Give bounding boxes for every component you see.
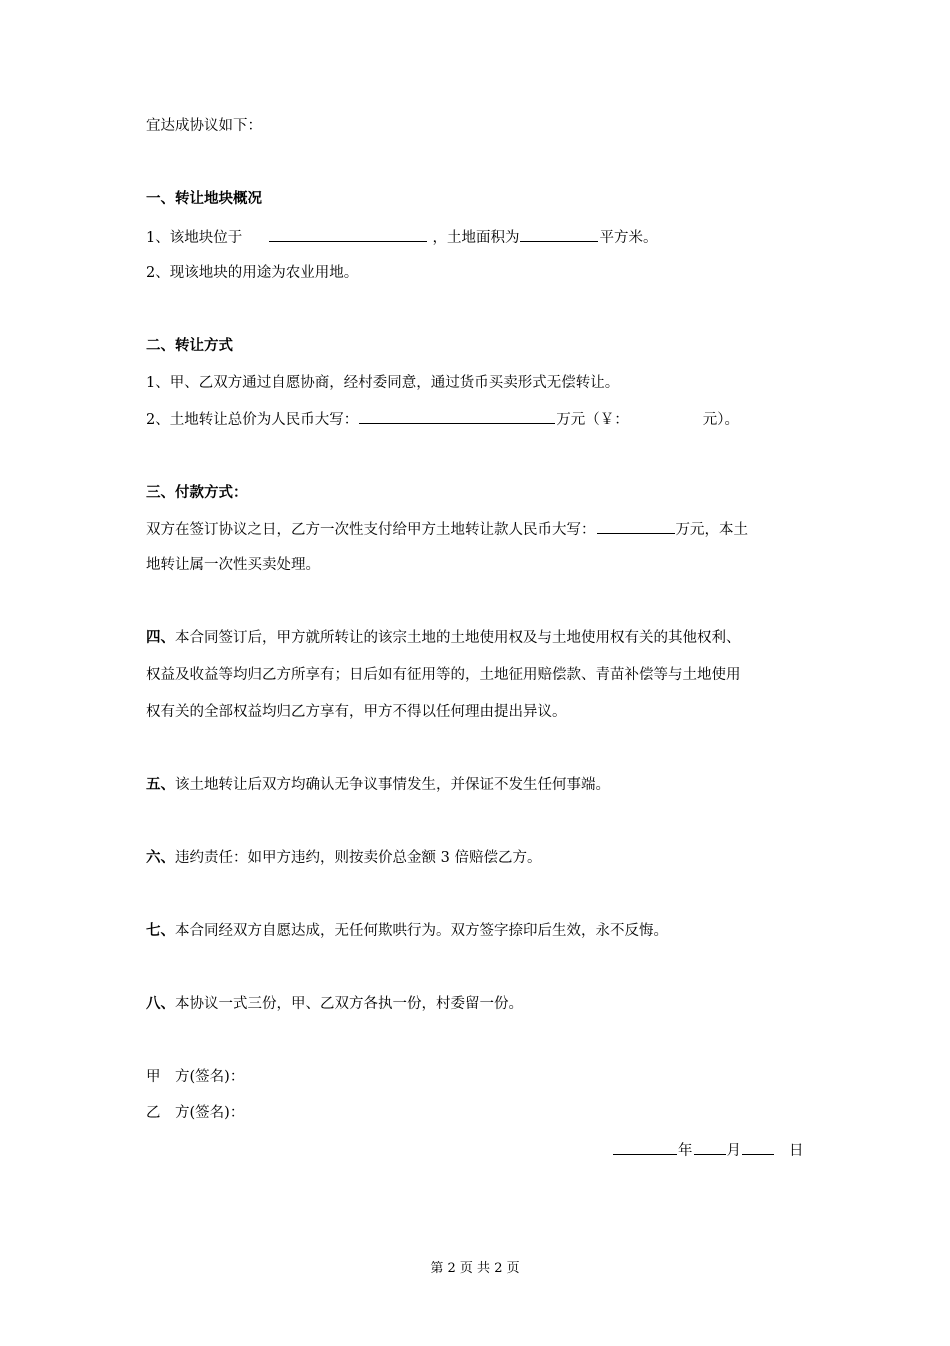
section1-item1-suffix: 平方米。 <box>599 230 658 246</box>
section3-heading: 三、付款方式： <box>146 484 248 501</box>
section8-number: 八、 <box>146 995 175 1012</box>
section3-line1-prefix: 双方在签订协议之日，乙方一次性支付给甲方土地转让款人民币大写： <box>146 522 596 538</box>
section6-number: 六、 <box>146 849 175 866</box>
section1-item1-prefix: 1、该地块位于 <box>146 230 243 246</box>
section8-text: 本协议一式三份，甲、乙双方各执一份，村委留一份。 <box>175 996 523 1012</box>
price-words-blank <box>359 409 555 424</box>
section3-line2: 地转让属一次性买卖处理。 <box>146 557 320 573</box>
section2-item2 <box>146 409 739 430</box>
section4-line2: 权益及收益等均归乙方所享有；日后如有征用等的，土地征用赔偿款、青苗补偿等与土地使用 <box>146 667 741 683</box>
page-footer: 第 2 页 共 2 页 <box>430 1261 520 1276</box>
section5-text: 该土地转让后双方均确认无争议事情发生，并保证不发生任何事端。 <box>175 777 610 793</box>
section2-heading: 二、转让方式 <box>146 337 233 354</box>
day-blank <box>742 1140 774 1155</box>
section1-item1-mid: ，土地面积为 <box>432 230 520 246</box>
party-b-signature: 乙 方(签名)： <box>146 1105 245 1121</box>
section3-line1-suffix: 万元，本土 <box>675 522 748 538</box>
section6-text: 违约责任：如甲方违约，则按卖价总金额 3 倍赔偿乙方。 <box>175 850 542 866</box>
section1-heading: 一、转让地块概况 <box>146 190 262 207</box>
day-label: 日 <box>789 1143 804 1159</box>
section7-text: 本合同经双方自愿达成，无任何欺哄行为。双方签字捺印后生效，永不反悔。 <box>175 923 668 939</box>
section7 <box>146 921 668 941</box>
year-blank <box>613 1140 677 1155</box>
section4-text1: 本合同签订后，甲方就所转让的该宗土地的土地使用权及与土地使用权有关的其他权利、 <box>175 630 741 646</box>
location-blank <box>269 227 427 242</box>
section7-number: 七、 <box>146 922 175 939</box>
section6 <box>146 848 541 868</box>
month-label: 月 <box>726 1143 741 1159</box>
section3-line1 <box>146 519 748 540</box>
section5-number: 五、 <box>146 776 175 793</box>
section1-item1 <box>146 227 657 248</box>
section8 <box>146 994 523 1014</box>
payment-blank <box>597 519 675 534</box>
year-label: 年 <box>678 1143 693 1159</box>
area-blank <box>520 227 598 242</box>
intro-line <box>146 116 262 136</box>
section4-line1 <box>146 628 741 648</box>
section2-item2-suffix: 元）。 <box>702 412 739 428</box>
section2-item2-prefix: 2、土地转让总价为人民币大写： <box>146 412 359 428</box>
section1-item2: 2、现该地块的用途为农业用地。 <box>146 265 359 281</box>
month-blank <box>694 1140 726 1155</box>
section2-item2-mid: 万元（￥： <box>556 412 629 428</box>
section4-line3: 权有关的全部权益均归乙方享有，甲方不得以任何理由提出异议。 <box>146 704 567 720</box>
date-line <box>612 1140 804 1161</box>
section5 <box>146 775 610 795</box>
intro-text: 宜达成协议如下： <box>146 118 262 134</box>
section4-number: 四、 <box>146 629 175 646</box>
party-a-signature: 甲 方(签名)： <box>146 1069 245 1085</box>
section2-item1: 1、甲、乙双方通过自愿协商，经村委同意，通过货币买卖形式无偿转让。 <box>146 375 620 391</box>
